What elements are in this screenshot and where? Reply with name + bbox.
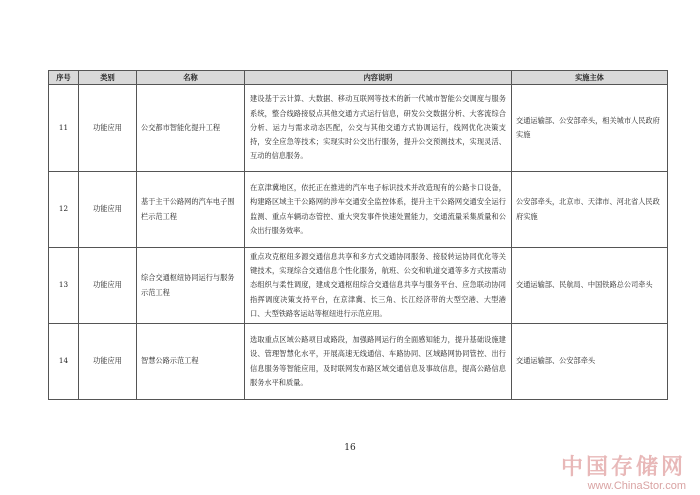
row-category: 功能应用 (79, 172, 137, 248)
table-row (49, 172, 668, 248)
row-content: 在京津冀地区，依托正在推进的汽车电子标识技术并改造现有的公路卡口设备，构建路区域主干公路网的涉车交通安全监控体系，提升主干公路网交通安全运行监测、重点车辆动态管控、重大突发事件快速处置能力，交通流量采集质量和公众出行服务效率。 (245, 172, 512, 248)
row-name: 综合交通枢纽协同运行与服务示范工程 (137, 248, 245, 324)
watermark (561, 456, 686, 492)
row-name: 基于主干公路网的汽车电子围栏示范工程 (137, 172, 245, 248)
watermark-title: 中国存储网 (560, 455, 686, 480)
row-number: 14 (49, 324, 79, 400)
header-name: 名称 (137, 71, 245, 85)
row-number: 11 (49, 85, 79, 172)
row-organization: 交通运输部、公安部牵头 (512, 324, 668, 400)
table-row (49, 324, 668, 400)
table-header (49, 71, 668, 85)
row-number: 13 (49, 248, 79, 324)
table-row (49, 248, 668, 324)
row-content: 重点攻克枢纽多源交通信息共享和多方式交通协同服务、接驳转运协同优化等关键技术，实现综合交通信息个性化服务，航班、公交和轨道交通等多方式按需动态组织与柔性调度，建成交通枢纽综合交通信息共享与服务平台、应急联动协同指挥调度决策支持平台，在京津冀、长三角、长江经济带的大型空港、大型港口、大型铁路客运站等枢纽进行示范应用。 (245, 248, 512, 324)
table-row (49, 85, 668, 172)
header-category: 类别 (79, 71, 137, 85)
header-number: 序号 (49, 71, 79, 85)
header-organization: 实施主体 (512, 71, 668, 85)
page-number: 16 (344, 443, 356, 453)
header-content: 内容说明 (245, 71, 512, 85)
row-category: 功能应用 (79, 324, 137, 400)
header-row (49, 71, 668, 85)
row-name: 公交都市智能化提升工程 (137, 85, 245, 172)
row-name: 智慧公路示范工程 (137, 324, 245, 400)
row-organization: 公安部牵头，北京市、天津市、河北省人民政府实施 (512, 172, 668, 248)
row-content: 建设基于云计算、大数据、移动互联网等技术的新一代城市智能公交调度与服务系统，整合线路接驳点其他交通方式运行信息，研发公交数据分析、大客流综合分析、运力与需求动态匹配，公交与其他交通方式协调运行，线网优化决策支持，安全应急等技术；实现实时公交出行服务，提升公交预测技术，实现灵活、互动的信息服务。 (245, 85, 512, 172)
row-number: 12 (49, 172, 79, 248)
projects-table (48, 70, 668, 400)
row-organization: 交通运输部、公安部牵头，相关城市人民政府实施 (512, 85, 668, 172)
row-content: 选取重点区域公路项目或路段，加强路网运行的全面感知能力，提升基础设施建设、管理智慧化水平，开展高速无线通信、车路协同、区域路网协同管控、出行信息服务等智能应用，及时联网发布路区域交通信息及事故信息，提高公路信息服务水平和质量。 (245, 324, 512, 400)
row-organization: 交通运输部、民航局、中国铁路总公司牵头 (512, 248, 668, 324)
table-body (49, 85, 668, 400)
row-category: 功能应用 (79, 85, 137, 172)
row-category: 功能应用 (79, 248, 137, 324)
watermark-url: www.ChinaStor.com (587, 480, 686, 492)
